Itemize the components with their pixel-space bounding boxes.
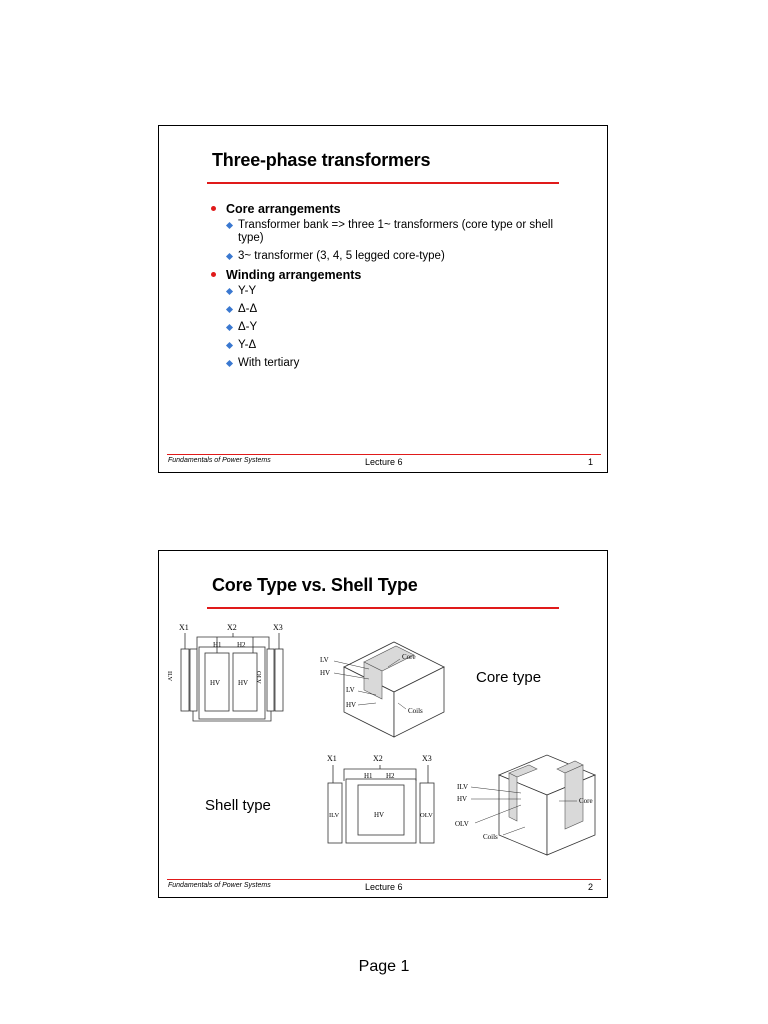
diamond-bullet-icon: [226, 360, 233, 367]
sub-bullet: [226, 219, 569, 245]
x1-label: X1: [327, 754, 337, 763]
slide-title: Core Type vs. Shell Type: [212, 575, 418, 595]
core-type-schematic: [166, 621, 289, 726]
bullet-label: Winding arrangements: [226, 268, 362, 282]
sub-bullet-list: [226, 285, 569, 370]
hv-label-b: HV: [238, 679, 249, 687]
footer-course: Fundamentals of Power Systems: [168, 882, 271, 889]
footer-divider: [167, 879, 601, 880]
olv-label: OLV: [455, 820, 469, 828]
sub-bullet: [226, 339, 569, 352]
bullet-core-arrangements: [209, 202, 569, 263]
bullet-label: Core arrangements: [226, 202, 341, 216]
slide-2: [158, 550, 608, 898]
h2-label: H2: [386, 772, 395, 780]
sub-bullet: [226, 285, 569, 298]
sub-bullet: [226, 250, 569, 263]
sub-bullet-text: Δ-Δ: [238, 303, 258, 315]
footer-divider: [167, 454, 601, 455]
sub-bullet: [226, 357, 569, 370]
sub-bullet-text: Transformer bank => three 1~ transformers (core type or shell type): [238, 219, 553, 244]
ilv-label: ILV: [329, 812, 340, 819]
ilv-label: ILV: [457, 783, 469, 791]
shell-type-label: Shell type: [205, 797, 271, 814]
diamond-bullet-icon: [226, 253, 233, 260]
h1-label: H1: [213, 641, 222, 649]
bullet-winding-arrangements: [209, 268, 569, 370]
core-type-label: Core type: [476, 669, 542, 686]
h1-label: H1: [364, 772, 373, 780]
red-bullet-icon: [211, 272, 216, 277]
sub-bullet-text: Y-Y: [238, 285, 257, 297]
bullet-list: [209, 202, 569, 375]
title-divider: [207, 182, 559, 184]
diamond-bullet-icon: [226, 324, 233, 331]
diamond-bullet-icon: [226, 342, 233, 349]
ilv-label: ILV: [166, 671, 173, 682]
diamond-bullet-icon: [226, 306, 233, 313]
hv-label-2: HV: [346, 701, 357, 709]
x2-label: X2: [227, 623, 237, 632]
x3-label: X3: [273, 623, 283, 632]
sub-bullet-list: [226, 219, 569, 263]
coils-label: Coils: [408, 707, 423, 715]
footer-lecture: Lecture 6: [365, 457, 403, 467]
slide-number: 2: [587, 882, 593, 892]
core-label: Core: [402, 653, 416, 661]
sub-bullet-text: 3~ transformer (3, 4, 5 legged core-type): [238, 250, 445, 262]
slide-1: [158, 125, 608, 473]
x1-label: X1: [179, 623, 189, 632]
x3-label: X3: [422, 754, 432, 763]
hv-label: HV: [320, 669, 331, 677]
page-label: Page 1: [358, 958, 410, 975]
diamond-bullet-icon: [226, 222, 233, 229]
footer-course: Fundamentals of Power Systems: [168, 457, 271, 464]
coils-label: Coils: [483, 833, 498, 841]
h2-label: H2: [237, 641, 246, 649]
shell-type-3d-drawing: [455, 751, 603, 861]
slide-number: 1: [587, 457, 593, 467]
core-type-3d-drawing: [314, 637, 449, 737]
core-label: Core: [579, 797, 593, 805]
lv-label-2: LV: [346, 686, 355, 694]
footer-lecture: Lecture 6: [365, 882, 403, 892]
hv-label: HV: [374, 811, 385, 819]
slide-title: Three-phase transformers: [212, 150, 431, 170]
sub-bullet: [226, 321, 569, 334]
olv-label: OLV: [420, 812, 433, 819]
sub-bullet: [226, 303, 569, 316]
x2-label: X2: [373, 754, 383, 763]
hv-label: HV: [457, 795, 468, 803]
sub-bullet-text: With tertiary: [238, 357, 300, 369]
lv-label: LV: [320, 656, 329, 664]
title-divider: [207, 607, 559, 609]
sub-bullet-text: Δ-Y: [238, 321, 258, 333]
red-bullet-icon: [211, 206, 216, 211]
diamond-bullet-icon: [226, 288, 233, 295]
olv-label: OLV: [255, 671, 262, 684]
hv-label-a: HV: [210, 679, 221, 687]
shell-type-schematic: [322, 751, 440, 847]
sub-bullet-text: Y-Δ: [238, 339, 257, 351]
